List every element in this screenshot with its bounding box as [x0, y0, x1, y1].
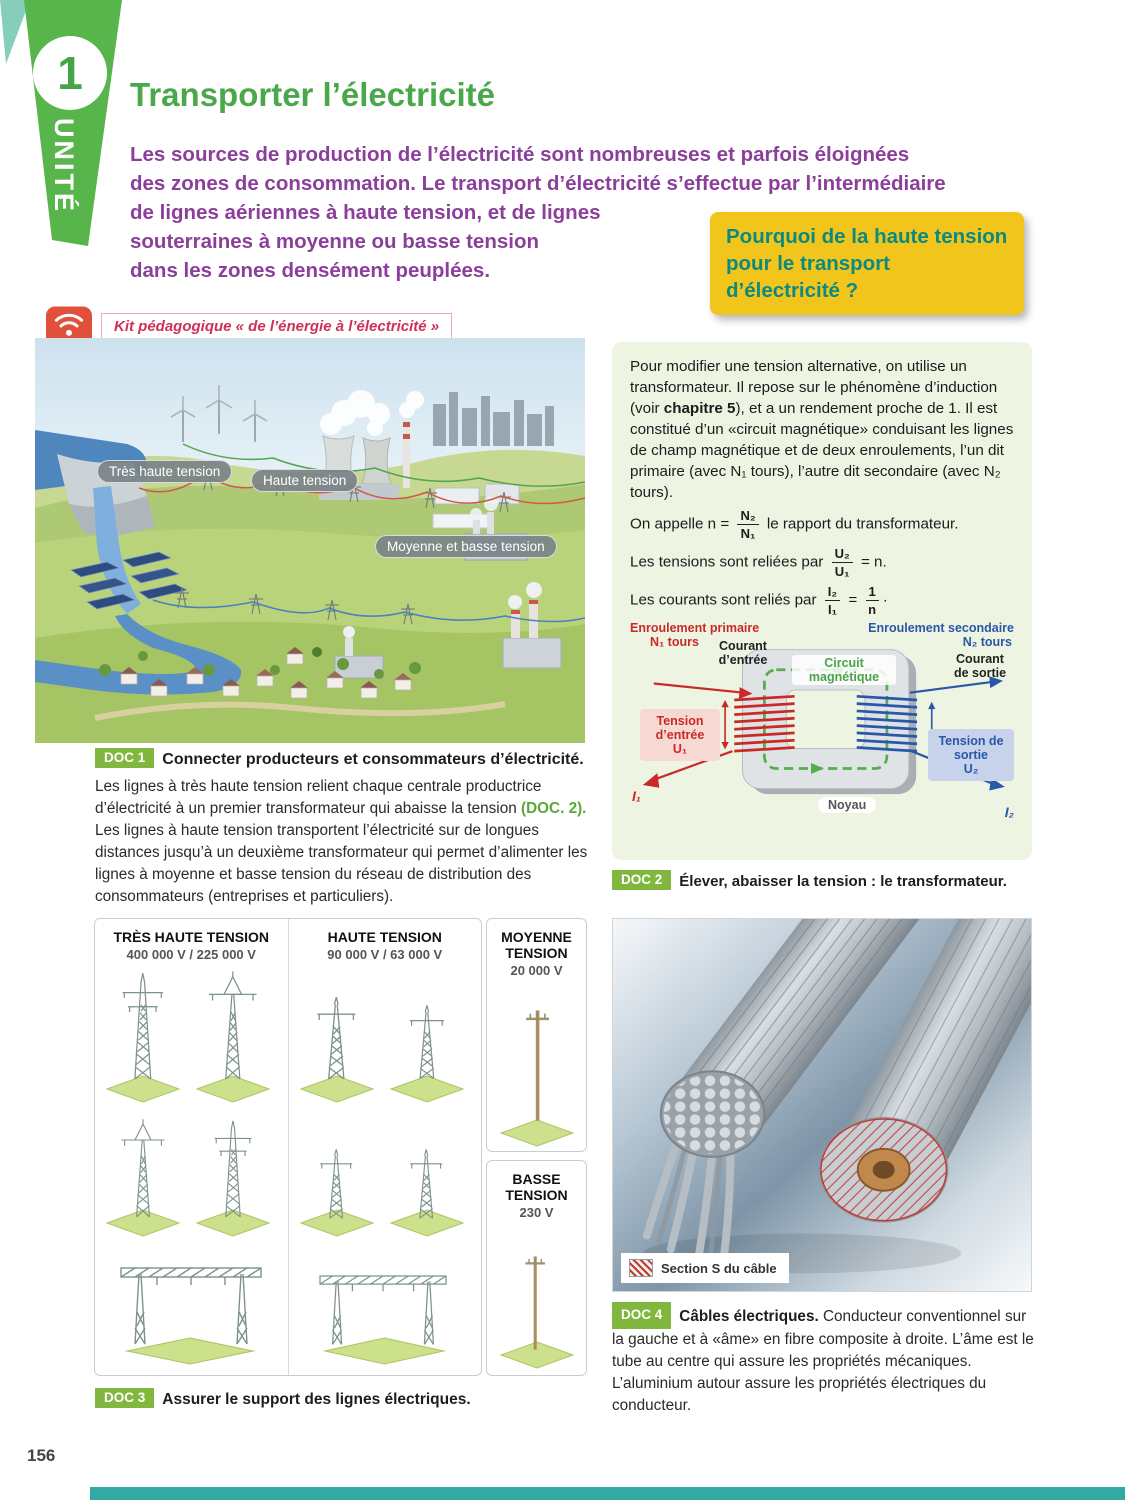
column-subtitle: 400 000 V / 225 000 V — [126, 947, 256, 962]
doc1-badge: DOC 1 — [95, 748, 154, 768]
doc4-caption — [612, 1302, 1040, 1417]
primary-winding-label: Enroulement primaire N₁ tours — [630, 621, 760, 649]
pole-art — [492, 980, 582, 1150]
doc3-col-moyenne — [486, 918, 587, 1152]
formula-ratio: On appelle n = $\frac{\text{N₂}}{\text{N₁}}$ le rapport du transformateur. — [630, 508, 959, 541]
doc4-caption-text: Conducteur conventionnel sur la gauche et à «âme» en fibre composite à droite. L’âme est le tube au centre qui assure les propriétés mécaniques. L’aluminium autour assure les propriétés électriques du conducteur. — [612, 1308, 1034, 1414]
intro-line: des zones de consommation. Le transport d’électricité s’effectue par l’intermédiaire — [130, 172, 946, 195]
question-line: pour le transport d’électricité ? — [726, 252, 891, 302]
label-haute-tension: Haute tension — [251, 469, 358, 492]
page-title: Transporter l’électricité — [130, 76, 495, 113]
section-legend — [621, 1253, 789, 1283]
intro-line: dans les zones densément peuplées. — [130, 259, 491, 282]
unit-banner — [0, 0, 150, 252]
transformer-text: ), et a un rendement proche de 1. Il est constitué d’un «circuit magnétique» conduisant les lignes de champ magnétique et de deux enroulements, l’un dit primaire (avec N₁ tours), l’autre dit secondaire (avec N₂ tours). — [630, 400, 1014, 501]
pylon-art — [295, 964, 475, 1104]
intro-line: de lignes aériennes à haute tension, et de lignes — [130, 201, 601, 224]
label-moyenne-basse-tension: Moyenne et basse tension — [375, 535, 557, 558]
pylon-art — [101, 1240, 281, 1366]
label-tres-haute-tension: Très haute tension — [97, 460, 232, 483]
pole-art — [492, 1222, 582, 1372]
chapter-reference: chapitre 5 — [663, 400, 736, 417]
i2-label: I₂ — [1004, 804, 1014, 820]
doc3-figure — [88, 918, 587, 1378]
intro-line: Les sources de production de l’électricité sont nombreuses et parfois éloignées — [130, 143, 910, 166]
input-voltage-box: Tension d’entrée U₁ — [640, 709, 720, 761]
doc2-caption-text: Élever, abaisser la tension : le transformateur. — [679, 873, 1007, 890]
pylon-art — [295, 1240, 475, 1366]
transformer-paragraph — [630, 356, 1014, 503]
doc1-illustration — [35, 338, 585, 743]
doc3-caption — [95, 1388, 471, 1409]
transformer-text: Pour modifier une tension alternative, on utilise un transformateur. Il repose sur le phénomène d’induction (voir — [630, 358, 998, 417]
doc3-badge: DOC 3 — [95, 1388, 154, 1408]
unit-number: 1 — [33, 36, 107, 110]
core-label: Noyau — [818, 797, 876, 813]
doc3-col-basse — [486, 1160, 587, 1376]
fraction: $\frac{\text{I₂}}{\text{I₁}}$ — [825, 584, 840, 617]
column-subtitle: 230 V — [519, 1205, 554, 1220]
doc1-caption — [95, 748, 597, 908]
doc1-body-text: Les lignes à très haute tension relient chaque centrale productrice d’électricité à un premier transformateur qui abaisse la tension — [95, 778, 542, 817]
pylon-art — [295, 1106, 475, 1238]
doc3-caption-text: Assurer le support des lignes électriques. — [162, 1391, 471, 1408]
legend-text: Section S du câble — [661, 1260, 777, 1276]
doc1-body-text: Les lignes à haute tension transportent l’électricité sur de longues distances jusqu’à un deuxième transformateur qui permet d’alimenter les lignes à moyenne et basse tension du réseau de distribution des consommateurs (entreprises et particuliers). — [95, 822, 588, 905]
hatch-swatch-icon — [629, 1259, 653, 1277]
intro-line: souterraines à moyenne ou basse tension — [130, 230, 539, 253]
doc1-title: Connecter producteurs et consommateurs d’électricité. — [162, 751, 584, 768]
fraction: $\frac{1}{n}$ — [866, 584, 879, 617]
doc2-panel — [612, 342, 1032, 860]
doc3-main-box — [94, 918, 482, 1376]
magnetic-circuit-label: Circuit magnétique — [792, 655, 896, 685]
formula-voltage: Les tensions sont reliées par $\frac{\text{U₂}}{\text{U₁}}$ = n. — [630, 546, 887, 579]
secondary-winding-label: Enroulement secondaire N₂ tours — [868, 621, 1014, 649]
pylon-art — [101, 1106, 281, 1238]
output-current-label: Courant de sortie — [953, 652, 1007, 680]
transformer-diagram — [630, 621, 1014, 835]
doc4-badge: DOC 4 — [612, 1302, 671, 1329]
doc2-caption — [612, 870, 1052, 890]
doc2-reference: (DOC. 2). — [520, 800, 587, 817]
output-voltage-box: Tension de sortie U₂ — [928, 729, 1014, 781]
doc1-body — [95, 776, 597, 908]
doc3-col-ht — [288, 919, 482, 1375]
kit-label: Kit pédagogique « de l’énergie à l’électricité » — [101, 313, 452, 340]
fraction: $\frac{\text{N₂}}{\text{N₁}}$ — [737, 508, 758, 541]
fraction: $\frac{\text{U₂}}{\text{U₁}}$ — [832, 546, 853, 579]
column-subtitle: 20 000 V — [510, 963, 563, 978]
cables-photo-art — [613, 919, 1031, 1291]
column-title: MOYENNE TENSION — [501, 929, 572, 961]
column-title: TRÈS HAUTE TENSION — [113, 929, 270, 945]
i1-label: I₁ — [632, 788, 641, 804]
doc2-badge: DOC 2 — [612, 870, 671, 890]
pylon-art — [101, 964, 281, 1104]
doc4-photo — [612, 918, 1032, 1292]
formula-current: Les courants sont reliés par $\frac{\text{I₂}}{\text{I₁}}$ = $\frac{1}{n}$ · — [630, 584, 888, 617]
column-title: BASSE TENSION — [505, 1171, 568, 1203]
question-box — [710, 212, 1024, 315]
question-line: Pourquoi de la haute tension — [726, 225, 1008, 248]
page-number: 156 — [27, 1446, 56, 1465]
doc4-caption-title: Câbles électriques. — [679, 1308, 819, 1325]
doc3-col-tht — [95, 919, 288, 1375]
column-subtitle: 90 000 V / 63 000 V — [327, 947, 443, 962]
footer-bar — [90, 1487, 1125, 1500]
unit-label: UNITÉ — [49, 118, 79, 214]
input-current-label: Courant d’entrée — [718, 639, 768, 667]
column-title: HAUTE TENSION — [327, 929, 442, 945]
